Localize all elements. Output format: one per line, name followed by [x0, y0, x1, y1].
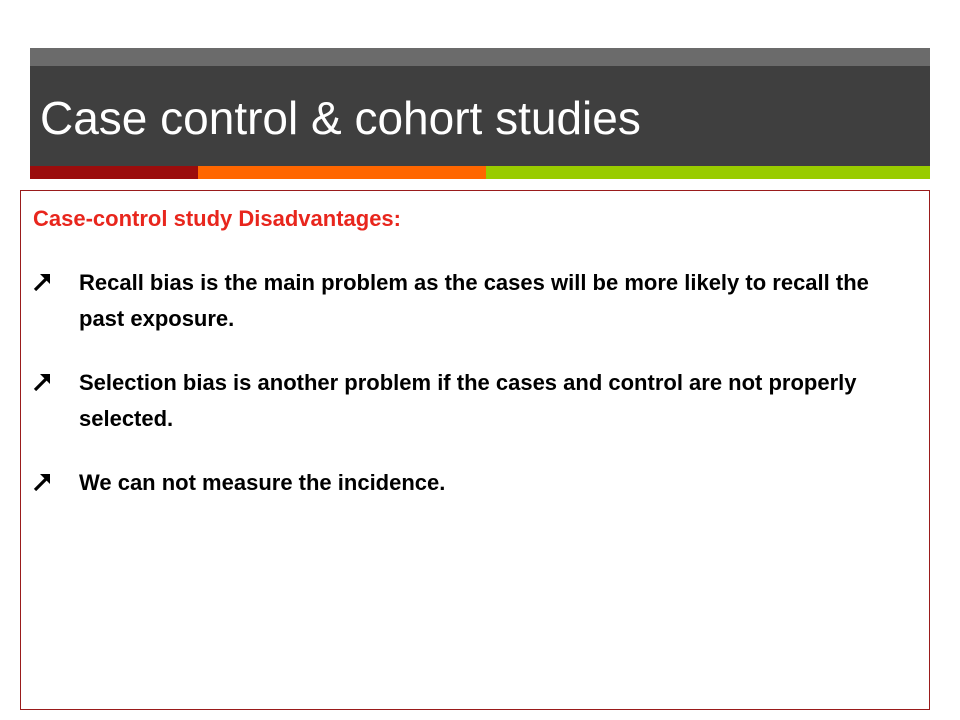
accent-stripe	[30, 166, 930, 179]
accent-orange-segment	[198, 166, 486, 179]
accent-green-segment	[486, 166, 930, 179]
title-bar	[30, 66, 930, 166]
bullet-text: Recall bias is the main problem as the cases will be more likely to recall the past exposure.	[79, 270, 869, 331]
accent-red-segment	[30, 166, 198, 179]
bullet-item	[33, 365, 913, 437]
bullet-item	[33, 265, 913, 337]
arrow-up-right-icon	[33, 373, 51, 391]
arrow-up-right-icon	[33, 273, 51, 291]
content-subtitle: Case-control study Disadvantages:	[33, 206, 401, 231]
bullet-text: Selection bias is another problem if the cases and control are not properly selected.	[79, 370, 857, 431]
content-placeholder	[20, 190, 930, 710]
bullet-item	[33, 465, 913, 501]
arrow-up-right-icon	[33, 473, 51, 491]
bullet-list	[33, 265, 913, 529]
title-bar-top-strip	[30, 48, 930, 66]
slide-title: Case control & cohort studies	[40, 92, 641, 144]
bullet-text: We can not measure the incidence.	[79, 470, 446, 495]
